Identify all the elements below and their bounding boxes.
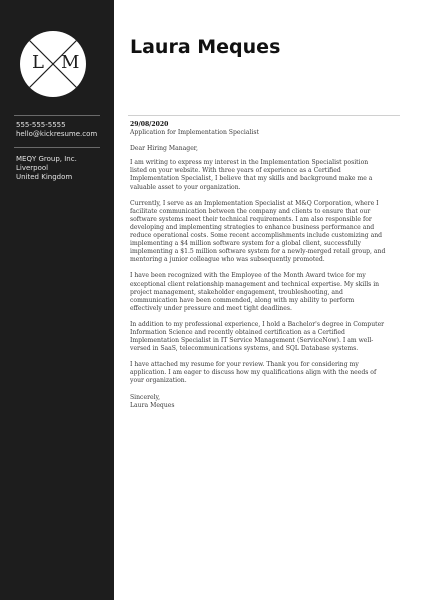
- applicant-name: Laura Meques: [130, 36, 281, 58]
- letter-closing: Sincerely,: [130, 393, 161, 401]
- letter-signature: Laura Meques: [130, 401, 175, 409]
- phone-number: 555-555-5555: [16, 121, 66, 129]
- paragraph-line: I have attached my resume for your review. Thank you for considering my: [130, 361, 359, 369]
- sidebar-divider-top: [14, 115, 100, 116]
- paragraph-line: effectively under pressure and meet tight deadlines.: [130, 304, 292, 312]
- paragraph-line: Information Science and recently obtained certification as a Certified: [130, 328, 345, 336]
- letter-body: [130, 121, 402, 410]
- paragraph-line: In addition to my professional experience, I hold a Bachelor's degree in Computer: [130, 320, 385, 328]
- paragraph-line: communication have been commended, along with my ability to perform: [130, 296, 355, 304]
- paragraph-line: project management, stakeholder engagement, troubleshooting, and: [130, 288, 343, 296]
- letter-subject: Application for Implementation Specialist: [130, 129, 259, 137]
- paragraph-line: reduce operational costs. Some recent accomplishments include customizing and: [130, 232, 383, 240]
- paragraph-line: application. I am eager to discuss how my qualifications align with the needs of: [130, 369, 377, 377]
- paragraph-line: listed on your website. With three years of experience as a Certified: [130, 167, 341, 175]
- monogram-first-initial: L: [32, 52, 44, 73]
- letter-salutation: Dear Hiring Manager,: [130, 145, 198, 153]
- paragraph-line: Implementation Specialist in IT Service Management (ServiceNow). I am well-: [130, 337, 374, 345]
- paragraph-line: software systems meet their technical requirements. I am also responsible for: [130, 215, 372, 223]
- monogram-last-initial: M: [61, 52, 80, 73]
- letter-paragraph: [130, 361, 402, 385]
- letter-paragraph: [130, 159, 402, 191]
- email-address: hello@kickresume.com: [16, 130, 98, 138]
- paragraph-line: implementing a $4 million software system for a global client, successfully: [130, 240, 361, 248]
- letter-paragraph: [130, 321, 402, 353]
- header-divider: [128, 115, 400, 116]
- paragraph-line: facilitate communication between the company and clients to ensure that our: [130, 207, 371, 215]
- letter-paragraph: [130, 200, 402, 265]
- letter-paragraph: [130, 272, 402, 312]
- recipient-country: United Kingdom: [16, 173, 73, 181]
- recipient-company: MEQY Group, Inc.: [16, 155, 77, 163]
- paragraph-line: versed in SaaS, telecommunications systems, and SQL Database systems.: [130, 345, 359, 353]
- paragraph-line: valuable asset to your organization.: [130, 183, 241, 191]
- monogram-logo: [20, 31, 86, 97]
- contact-block: [16, 121, 97, 139]
- paragraph-line: your organization.: [130, 377, 187, 385]
- recipient-block: [16, 155, 77, 182]
- paragraph-line: Currently, I serve as an Implementation Specialist at M&Q Corporation, where I: [130, 199, 379, 207]
- sidebar: [0, 0, 114, 600]
- letter-date: 29/08/2020: [130, 121, 169, 128]
- paragraph-line: mentoring a junior colleague who was subsequently promoted.: [130, 256, 325, 264]
- recipient-city: Liverpool: [16, 164, 49, 172]
- paragraph-line: developing and implementing strategies to enhance business performance and: [130, 223, 375, 231]
- paragraph-line: I have been recognized with the Employee of the Month Award twice for my: [130, 272, 366, 280]
- paragraph-line: I am writing to express my interest in the Implementation Specialist position: [130, 159, 369, 167]
- sidebar-divider-bottom: [14, 147, 100, 148]
- paragraph-line: Implementation Specialist, I believe that my skills and background make me a: [130, 175, 373, 183]
- paragraph-line: implementing a $1.5 million software system for a newly-merged retail group, and: [130, 248, 386, 256]
- paragraph-line: exceptional client relationship management and technical expertise. My skills in: [130, 280, 380, 288]
- letter-paragraphs: [130, 159, 402, 393]
